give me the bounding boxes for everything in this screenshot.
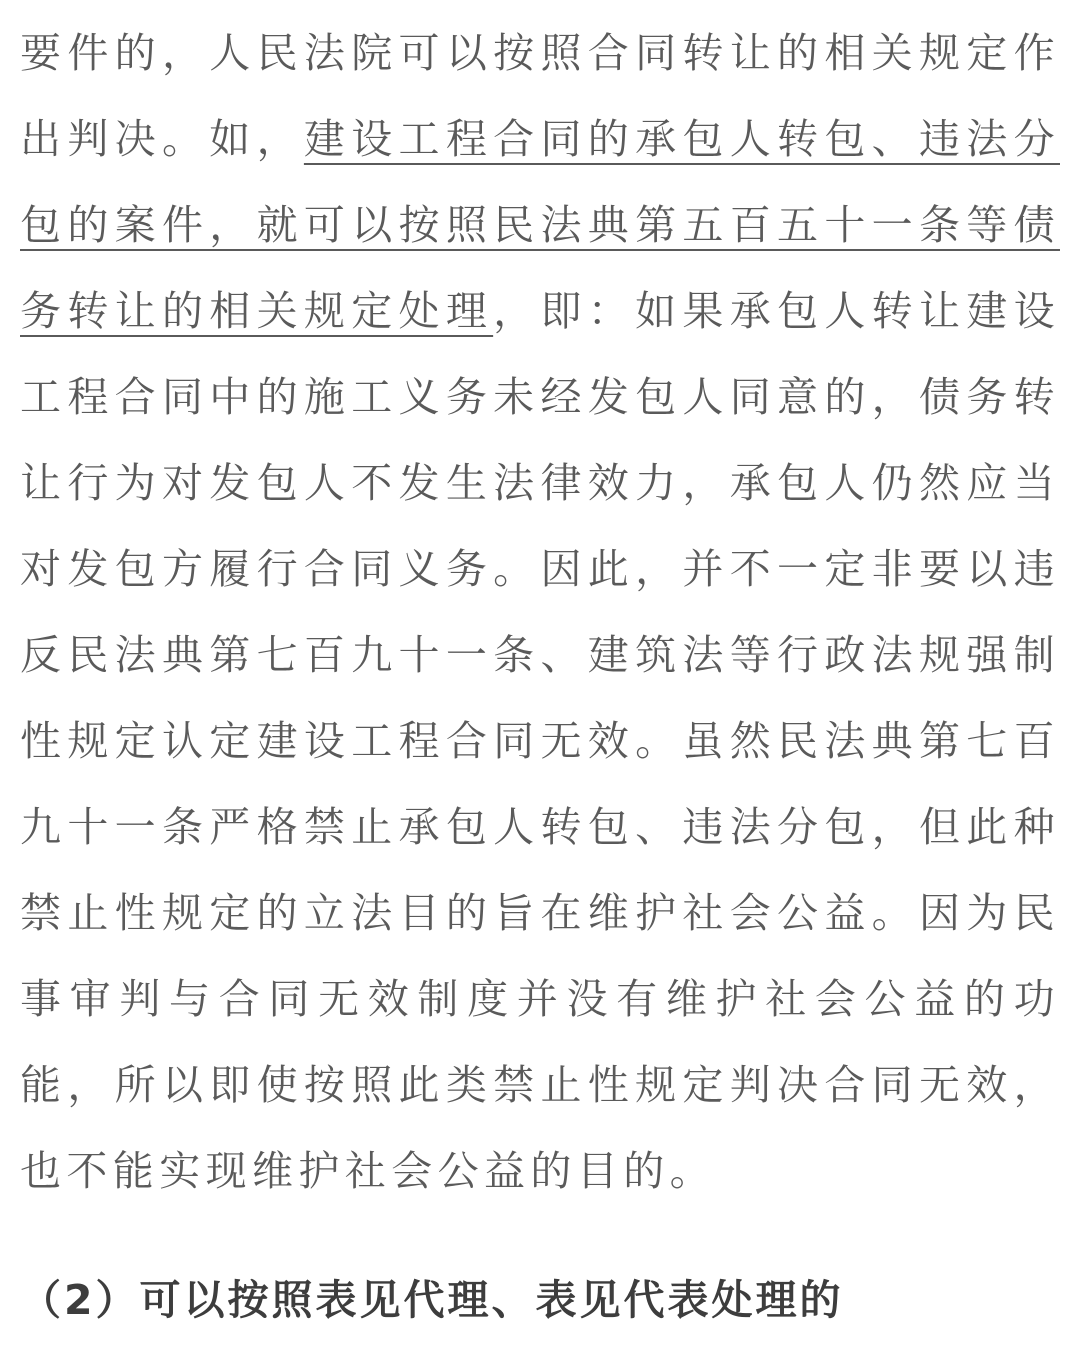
article-body (20, 0, 1060, 1214)
paragraph-text-part2: ，即：如果承包人转让建设工程合同中的施工义务未经发包人同意的，债务转让行为对发包人不发生法律效力，承包人仍然应当对发包方履行合同义务。因此，并不一定非要以违反民法典第七百九十一条、建筑法等行政法规强制性规定认定建设工程合同无效。虽然民法典第七百九十一条严格禁止承包人转包、违法分包，但此种禁止性规定的立法目的旨在维护社会公益。因为民事审判与合同无效制度并没有维护社会公益的功能，所以即使按照此类禁止性规定判决合同无效，也不能实现维护社会公益的目的。 (20, 287, 1060, 1195)
underlined-text: 建设工程合同的承包人转包、违法分包的案件，就可以按照民法典第五百五十一条等债务转让的相关规定处理 (20, 115, 1060, 335)
body-paragraph (20, 0, 1060, 1214)
section-heading: （2）可以按照表见代理、表见代表处理的 (20, 1276, 844, 1324)
paragraph-text-part1: 要件的，人民法院可以按照合同转让的相关规定作出判决。如， (20, 29, 1060, 163)
